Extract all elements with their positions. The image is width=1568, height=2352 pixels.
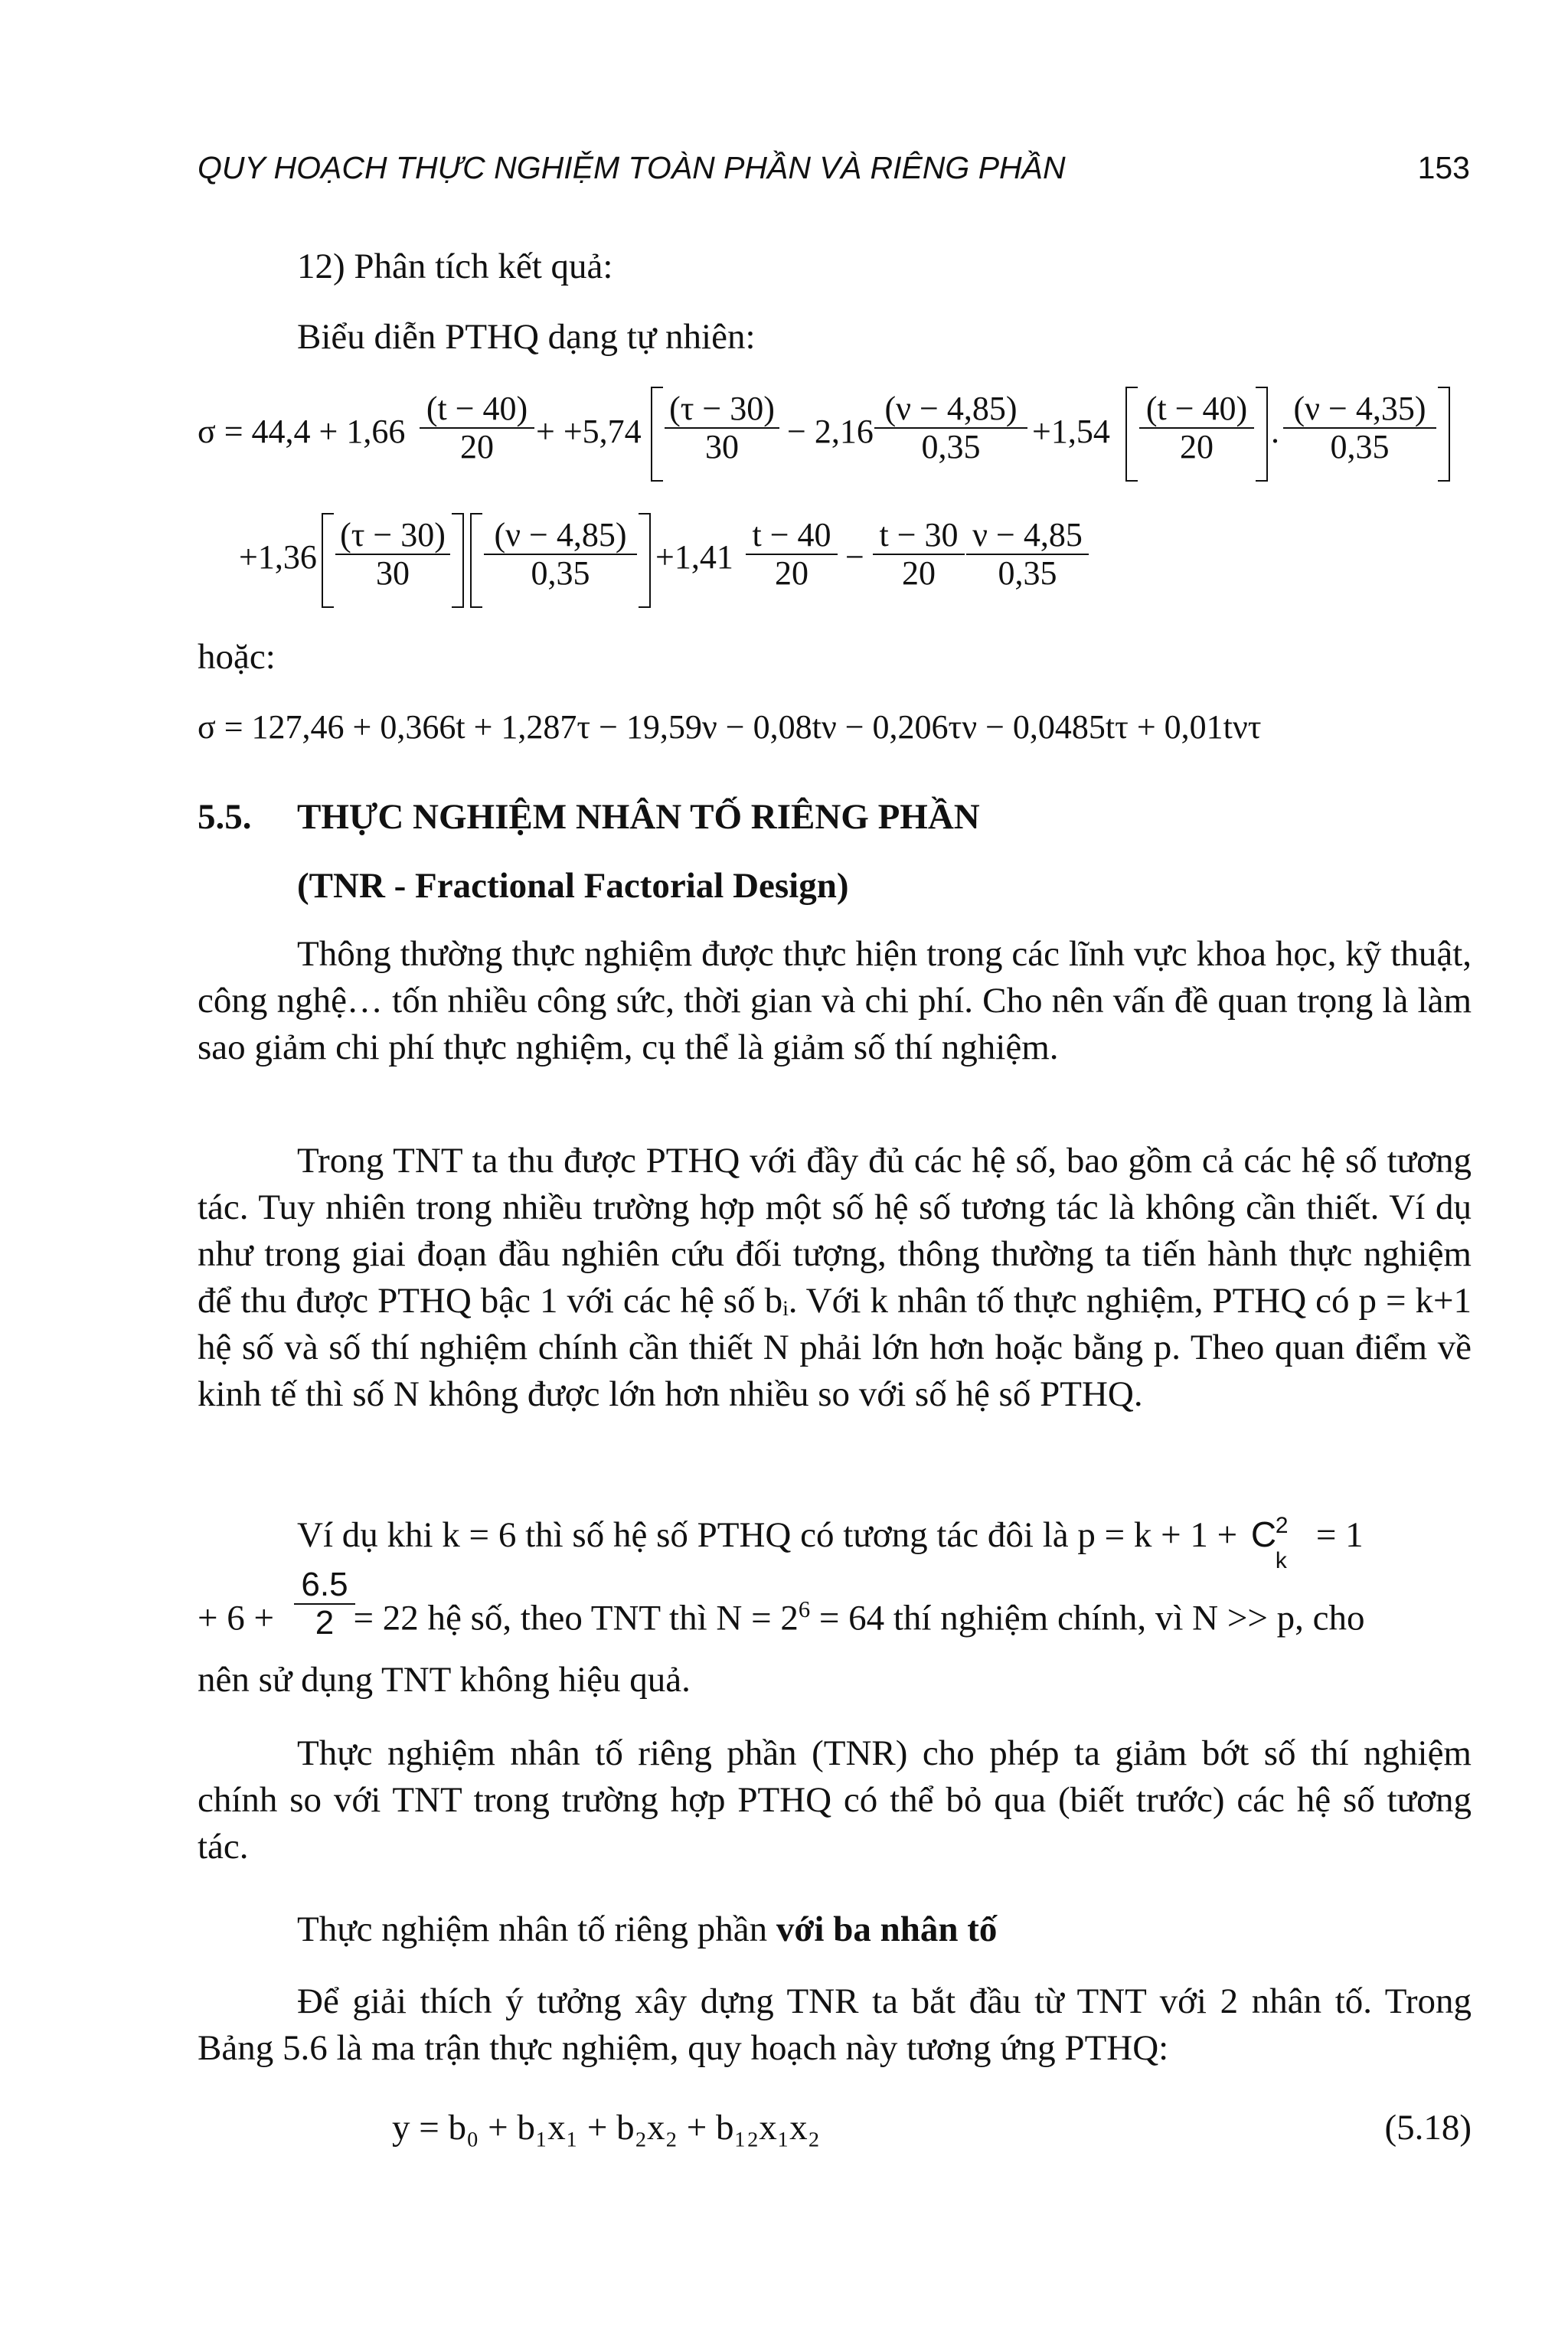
para3-line-1-end: = 1: [1315, 1515, 1364, 1555]
eq2-bracket-close-1: [452, 513, 464, 608]
eq2-fraction-3: $\frac{t - 40}{20}$: [746, 517, 838, 592]
eq1-fraction-5: $\frac{(\nu - 4,35)}{0,35}$: [1283, 390, 1436, 466]
eq1-fraction-2: $\frac{(\tau - 30)}{30}$: [665, 390, 779, 466]
paragraph-1: Thông thường thực nghiệm được thực hiện trong các lĩnh vực khoa học, kỹ thuật, công nghệ… tốn nhiều công sức, thời gian và chi phí. Cho nên vấn đề quan trọng là làm sao giảm chi phí thực nghiệm, cụ thể là giảm số thí nghiệm.: [198, 934, 1472, 1067]
section-title: THỰC NGHIỆM NHÂN TỐ RIÊNG PHẦN: [297, 797, 980, 837]
eq1-bracket-open-2: [1125, 387, 1138, 482]
or-label: hoặc:: [198, 637, 276, 677]
eq2-fraction-5: $\frac{\nu - 4,85}{0,35}$: [966, 517, 1089, 592]
paragraph-5: Thực nghiệm nhân tố riêng phần với ba nhân tố: [297, 1909, 998, 1949]
eq1-bracket-open-1: [651, 387, 663, 482]
para3-line-2-start: + 6 +: [198, 1598, 275, 1638]
step-12-label: 12) Phân tích kết quả:: [297, 247, 613, 286]
equation-3: σ = 127,46 + 0,366t + 1,287τ − 19,59ν − 0,08tν − 0,206τν − 0,0485tτ + 0,01tντ: [198, 708, 1262, 746]
eq2-fraction-1: $\frac{(\tau - 30)}{30}$: [335, 517, 450, 592]
eq1-fraction-1: $\frac{(t - 40)}{20}$: [420, 390, 534, 466]
para3-line-3: nên sử dụng TNT không hiệu quả.: [198, 1660, 691, 1700]
para3-line-2-end: = 64 thí nghiệm chính, vì N >> p, cho: [818, 1598, 1365, 1638]
eq2-term-1: +1,36: [239, 538, 317, 576]
eq1-fraction-3: $\frac{(\nu - 4,85)}{0,35}$: [874, 390, 1027, 466]
paragraph-4: Thực nghiệm nhân tố riêng phần (TNR) cho phép ta giảm bớt số thí nghiệm chính so với TNT trong trường hợp PTHQ có thể bỏ qua (biết trước) các hệ số tương tác.: [198, 1733, 1472, 1867]
eq1-term-2: + +5,74: [536, 413, 642, 450]
paragraph-6: Để giải thích ý tưởng xây dựng TNR ta bắt đầu từ TNT với 2 nhân tố. Trong Bảng 5.6 là ma trận thực nghiệm, quy hoạch này tương ứng PTHQ:: [198, 1981, 1472, 2068]
eq1-term-3: − 2,16: [787, 413, 874, 450]
eq2-bracket-open-2: [470, 513, 482, 608]
eq1-dot: .: [1271, 413, 1279, 450]
paragraph-2: Trong TNT ta thu được PTHQ với đầy đủ các hệ số, bao gồm cả các hệ số tương tác. Tuy nhiên trong nhiều trường hợp một số hệ số tương tác là không cần thiết. Ví dụ như trong giai đoạn đầu nghiên cứu đối tượng, thông thường ta tiến hành thực nghiệm để thu được PTHQ bậc 1 với các hệ số bᵢ. Với k nhân tố thực nghiệm, PTHQ có p = k+1 hệ số và số thí nghiệm chính cần thiết N phải lớn hơn hoặc bằng p. Theo quan điểm về kinh tế thì số N không được lớn hơn nhiều so với số hệ số PTHQ.: [198, 1141, 1472, 1414]
eq1-fraction-4: $\frac{(t - 40)}{20}$: [1139, 390, 1254, 466]
equation-5-18: y = b₀ + b₁x₁ + b₂x₂ + b₁₂x₁x₂: [392, 2108, 820, 2148]
running-title: QUY HOẠCH THỰC NGHIỆM TOÀN PHẦN VÀ RIÊNG PHẦN: [198, 150, 1066, 185]
section-subtitle: (TNR - Fractional Factorial Design): [297, 866, 849, 906]
para3-line-2-mid: = 22 hệ số, theo TNT thì N = 2: [353, 1598, 799, 1638]
para3-line-1: Ví dụ khi k = 6 thì số hệ số PTHQ có tương tác đôi là p = k + 1 +: [297, 1515, 1238, 1555]
section-number: 5.5.: [198, 797, 252, 837]
eq2-bracket-close-2: [639, 513, 651, 608]
eq2-term-2: +1,41: [655, 538, 733, 576]
eq1-term-4: +1,54: [1032, 413, 1110, 450]
natural-form-label: Biểu diễn PTHQ dạng tự nhiên:: [297, 317, 756, 357]
eq1-lhs: σ = 44,4 + 1,66: [198, 413, 406, 450]
fraction-6-5-over-2: $\frac{6.5}{2}$: [294, 1566, 355, 1642]
eq2-fraction-4: $\frac{t - 30}{20}$: [873, 517, 965, 592]
page-number: 153: [1417, 150, 1470, 185]
eq2-fraction-2: $\frac{(\nu - 4,85)}{0,35}$: [484, 517, 637, 592]
eq2-bracket-open-1: [322, 513, 334, 608]
combination-symbol: C 2 k: [1250, 1513, 1289, 1573]
eq2-minus: −: [845, 538, 864, 576]
eq1-bracket-close-2: [1256, 387, 1268, 482]
power-exponent: 6: [798, 1596, 811, 1622]
eq1-bracket-close-1: [1438, 387, 1450, 482]
page-header: [198, 150, 1470, 186]
equation-label-5-18: (5.18): [1384, 2108, 1472, 2148]
